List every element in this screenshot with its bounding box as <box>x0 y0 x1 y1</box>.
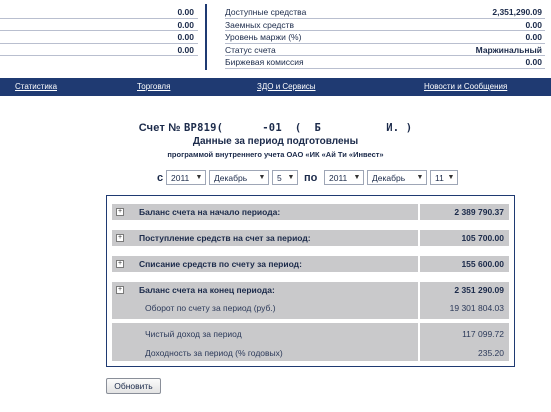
borrowed-funds-value: 0.00 <box>525 19 542 30</box>
chevron-down-icon: ▼ <box>447 174 455 181</box>
inflow-row[interactable] <box>112 230 418 246</box>
closing-balance-cell <box>420 282 509 319</box>
borrowed-funds-row <box>225 19 545 32</box>
left-summary-row <box>0 6 198 19</box>
outflow-cell <box>420 256 509 272</box>
inflow-cell <box>420 230 509 246</box>
nav-news-link[interactable]: Новости и Сообщения <box>424 82 508 91</box>
margin-level-value: 0.00 <box>525 32 542 43</box>
account-title <box>0 122 551 134</box>
chevron-down-icon: ▼ <box>353 174 361 181</box>
expand-icon[interactable]: + <box>117 234 123 241</box>
main-nav <box>0 78 551 96</box>
nav-statistics-link[interactable]: Статистика <box>15 82 58 91</box>
chevron-down-icon: ▼ <box>416 174 424 181</box>
report-title: Данные за период подготовлены <box>192 136 359 147</box>
chevron-down-icon: ▼ <box>287 174 295 181</box>
outflow-row[interactable] <box>112 256 418 272</box>
closing-balance-row[interactable] <box>112 282 418 319</box>
inflow-label: Поступление средств на счет за период: <box>139 233 311 243</box>
from-label: с <box>157 172 164 184</box>
available-funds-row <box>225 6 545 19</box>
margin-level-row <box>225 31 545 44</box>
nav-trading-link[interactable]: Торговля <box>137 82 171 91</box>
chevron-down-icon: ▼ <box>258 174 266 181</box>
closing-balance-value: 2 351 290.09 <box>454 285 504 295</box>
margin-level-label: Уровень маржи (%) <box>225 32 302 43</box>
to-month-select[interactable] <box>367 170 427 185</box>
opening-balance-value: 2 389 790.37 <box>454 207 504 217</box>
to-year-value: 2011 <box>329 173 348 183</box>
from-year-select[interactable] <box>166 170 206 185</box>
available-funds-value: 2,351,290.09 <box>492 7 542 17</box>
to-year-select[interactable] <box>324 170 364 185</box>
income-values-cell <box>420 323 509 361</box>
summary-divider <box>205 4 207 70</box>
from-day-value: 5 <box>277 173 282 183</box>
report-subtitle: программой внутреннего учета ОАО «ИК «Ай Ти «Инвест» <box>167 150 384 159</box>
account-summary <box>0 0 551 77</box>
report-heading <box>0 122 551 159</box>
refresh-button[interactable]: Обновить <box>106 378 161 394</box>
left-summary-list <box>0 6 198 56</box>
income-section <box>112 323 418 361</box>
left-summary-value: 0.00 <box>177 19 194 30</box>
yield-value: 235.20 <box>478 348 504 358</box>
left-summary-row <box>0 44 198 57</box>
to-day-value: 11 <box>435 173 444 183</box>
outflow-value: 155 600.00 <box>461 259 504 269</box>
opening-balance-label: Баланс счета на начало периода: <box>139 207 281 217</box>
borrowed-funds-label: Заемных средств <box>225 19 294 30</box>
exchange-fee-value: 0.00 <box>525 57 542 68</box>
account-status-label: Статус счета <box>225 44 276 55</box>
outflow-label: Списание средств по счету за период: <box>139 259 302 269</box>
right-summary-list <box>225 6 545 69</box>
from-day-select[interactable] <box>272 170 298 185</box>
left-summary-value: 0.00 <box>177 32 194 43</box>
to-month-value: Декабрь <box>372 173 406 183</box>
exchange-fee-label: Биржевая комиссия <box>225 57 304 68</box>
from-year-value: 2011 <box>171 173 190 183</box>
to-label: по <box>304 172 318 184</box>
expand-icon[interactable]: + <box>117 286 123 293</box>
left-summary-row <box>0 19 198 32</box>
to-day-select[interactable] <box>430 170 458 185</box>
turnover-label: Оборот по счету за период (руб.) <box>145 303 276 313</box>
expand-icon[interactable]: + <box>117 208 123 215</box>
available-funds-label: Доступные средства <box>225 7 307 17</box>
yield-label: Доходность за период (% годовых) <box>145 348 283 358</box>
account-number: BP819( -01 ( Б И. ) <box>184 122 413 134</box>
account-status-row <box>225 44 545 57</box>
closing-balance-label: Баланс счета на конец периода: <box>139 285 275 295</box>
account-prefix: Счет № <box>138 122 181 134</box>
left-summary-value: 0.00 <box>177 7 194 17</box>
exchange-fee-row <box>225 56 545 69</box>
left-summary-row <box>0 31 198 44</box>
account-status-value: Маржинальный <box>475 44 542 55</box>
opening-balance-row[interactable] <box>112 204 418 220</box>
period-summary-panel <box>106 195 515 367</box>
net-income-label: Чистый доход за период <box>145 329 242 339</box>
chevron-down-icon: ▼ <box>195 174 203 181</box>
from-month-value: Декабрь <box>214 173 248 183</box>
inflow-value: 105 700.00 <box>461 233 504 243</box>
from-month-select[interactable] <box>209 170 269 185</box>
opening-balance-cell <box>420 204 509 220</box>
net-income-value: 117 099.72 <box>462 329 504 339</box>
left-summary-value: 0.00 <box>177 44 194 55</box>
nav-services-link[interactable]: ЗДО и Сервисы <box>257 82 316 91</box>
expand-icon[interactable]: + <box>117 260 123 267</box>
turnover-value: 19 301 804.03 <box>449 303 504 313</box>
